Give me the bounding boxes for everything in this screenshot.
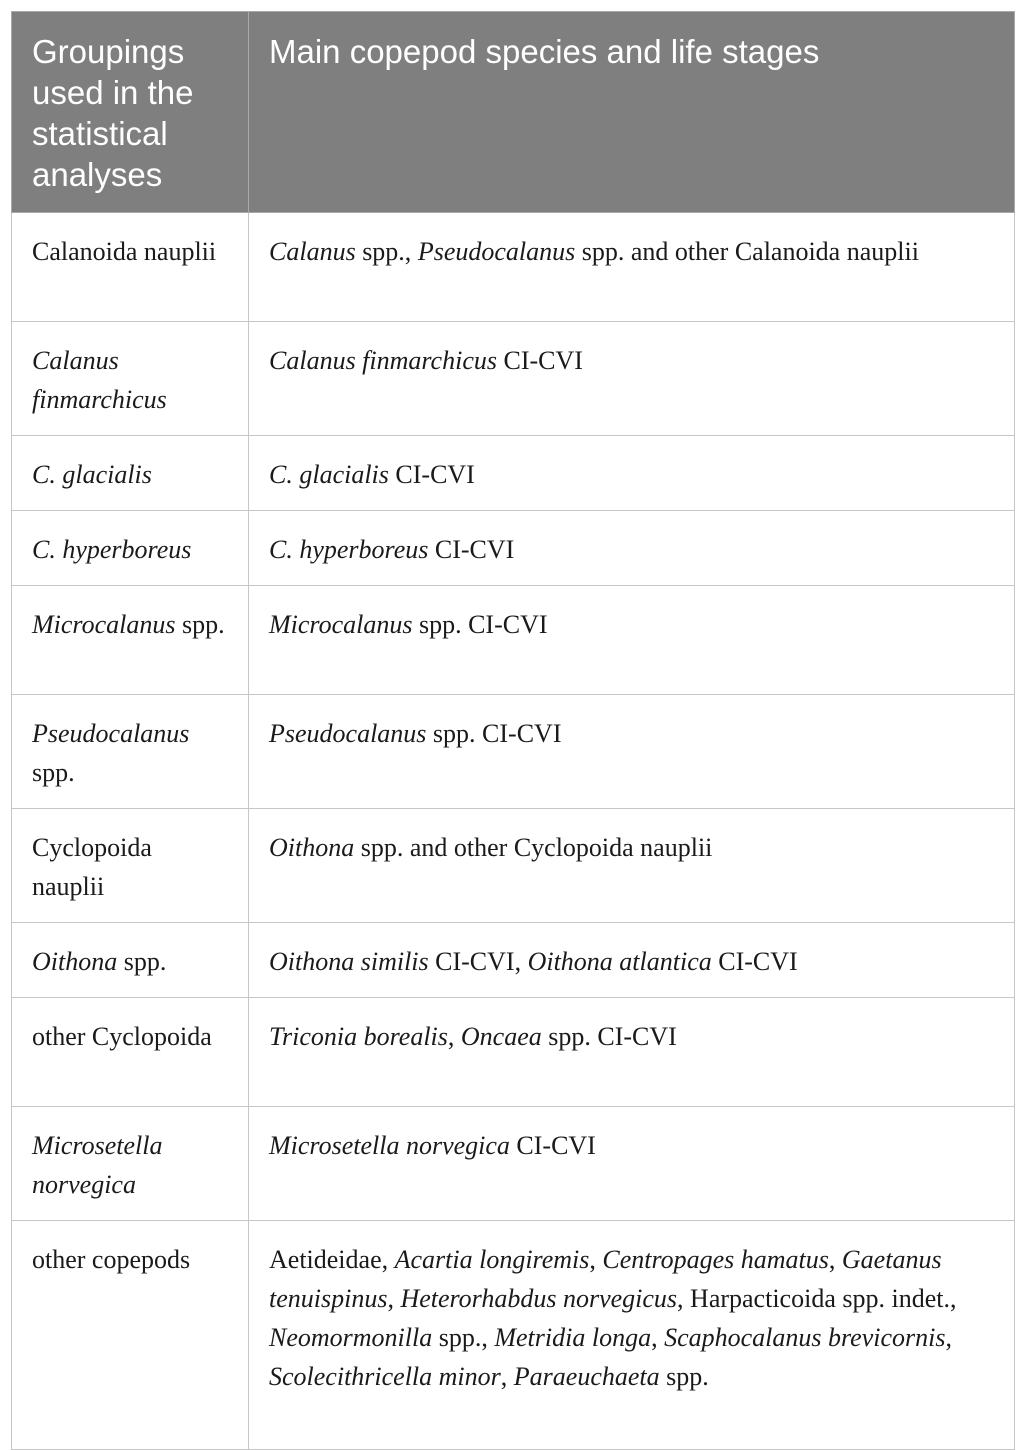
table-row [12,322,1015,436]
italic-text-run: Calanus [269,237,356,266]
text-run: CI-CVI [496,346,583,375]
italic-text-run: Oithona similis [269,947,429,976]
italic-text-run: C. glacialis [269,460,389,489]
table-row [12,1107,1015,1221]
text-run: other Cyclopoida [32,1022,212,1051]
italic-text-run: Paraeuchaeta [513,1362,660,1391]
header-row [12,12,1015,213]
species-cell [249,998,1015,1107]
text-run: CI-CVI [711,947,798,976]
text-run: CI-CVI [388,460,475,489]
text-run: , [945,1323,952,1352]
italic-text-run: Microcalanus [269,610,413,639]
text-run: spp. CI-CVI [541,1022,677,1051]
grouping-cell [12,1107,249,1221]
italic-text-run: C. hyperboreus [32,535,192,564]
italic-text-run: Scaphocalanus brevicornis [664,1323,946,1352]
table-row [12,213,1015,322]
grouping-cell [12,998,249,1107]
italic-text-run: Centropages hamatus [602,1245,829,1274]
text-run: , Harpacticoida spp. indet., [677,1284,957,1313]
species-cell [249,1107,1015,1221]
grouping-cell [12,436,249,511]
header-species: Main copepod species and life stages [249,12,1015,213]
table-row [12,511,1015,586]
grouping-cell [12,586,249,695]
text-run: CI-CVI, [428,947,528,976]
text-run: CI-CVI [428,535,515,564]
table-row [12,998,1015,1107]
grouping-cell [12,809,249,923]
text-run: other copepods [32,1245,191,1274]
text-run: spp. [659,1362,709,1391]
grouping-cell [12,322,249,436]
species-cell [249,586,1015,695]
italic-text-run: Scolecithricella minor [269,1362,501,1391]
text-run: , [447,1022,461,1051]
text-run: spp., [432,1323,495,1352]
text-run: spp. and other Cyclopoida nauplii [354,833,713,862]
italic-text-run: Metridia longa [494,1323,652,1352]
header-groupings: Groupings used in the statistical analyses [12,12,249,213]
italic-text-run: Acartia longiremis [394,1245,590,1274]
italic-text-run: Oithona [269,833,355,862]
text-run: spp., [355,237,418,266]
text-run: spp. [117,947,167,976]
italic-text-run: Oithona atlantica [527,947,712,976]
text-run: spp. and other Calanoida nauplii [575,237,919,266]
species-cell [249,809,1015,923]
italic-text-run: Pseudocalanus [32,719,190,748]
text-run: Calanoida nauplii [32,237,217,266]
italic-text-run: C. glacialis [32,460,152,489]
table-row [12,586,1015,695]
italic-text-run: Neomormonilla [269,1323,433,1352]
text-run: , [387,1284,401,1313]
grouping-cell [12,923,249,998]
text-run: , [500,1362,514,1391]
italic-text-run: Pseudocalanus [417,237,576,266]
italic-text-run: Heterorhabdus norvegicus [400,1284,678,1313]
italic-text-run: Microsetella norvegica [269,1131,510,1160]
table-row [12,436,1015,511]
table-row [12,695,1015,809]
italic-text-run: Calanus finmarchicus [269,346,497,375]
italic-text-run: Oithona [32,947,118,976]
grouping-cell [12,511,249,586]
text-run: , [828,1245,842,1274]
species-cell [249,695,1015,809]
text-run: CI-CVI [509,1131,596,1160]
species-cell [249,511,1015,586]
grouping-cell [12,1221,249,1450]
italic-text-run: Calanus finmarchicus [32,346,167,414]
italic-text-run: C. hyperboreus [269,535,429,564]
italic-text-run: Microsetella norvegica [32,1131,163,1199]
table-row [12,809,1015,923]
grouping-cell [12,695,249,809]
text-run: , [589,1245,603,1274]
species-cell [249,322,1015,436]
table-row [12,1221,1015,1450]
species-cell [249,436,1015,511]
species-cell [249,1221,1015,1450]
text-run: Aetideidae, [269,1245,395,1274]
text-run: , [651,1323,665,1352]
text-run: spp. CI-CVI [426,719,562,748]
italic-text-run: Pseudocalanus [269,719,427,748]
text-run: spp. [32,758,75,787]
text-run: spp. [175,610,225,639]
table-row [12,923,1015,998]
text-run: Cyclopoida nauplii [32,833,152,901]
species-cell [249,213,1015,322]
copepod-groupings-table [11,11,1015,1450]
grouping-cell [12,213,249,322]
italic-text-run: Microcalanus [32,610,176,639]
italic-text-run: Gaetanus tenuispinus [269,1245,942,1313]
species-cell [249,923,1015,998]
italic-text-run: Triconia borealis [269,1022,448,1051]
text-run: spp. CI-CVI [412,610,548,639]
italic-text-run: Oncaea [460,1022,542,1051]
